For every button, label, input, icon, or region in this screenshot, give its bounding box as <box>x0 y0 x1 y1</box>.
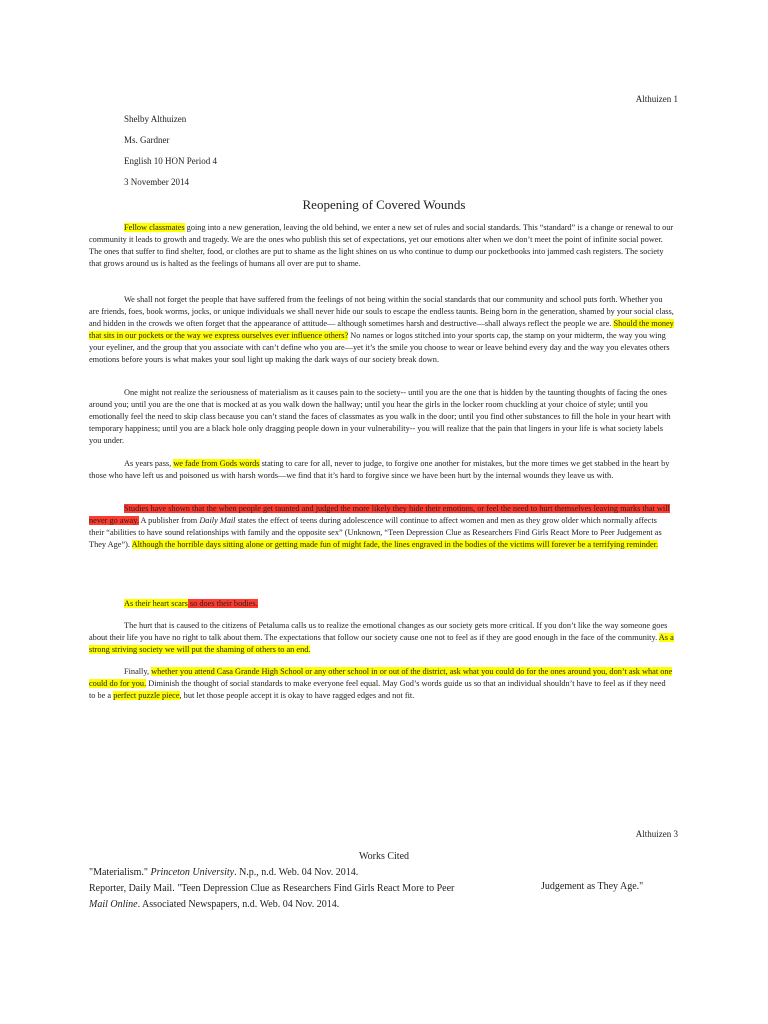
source-title: Daily Mail <box>199 516 236 526</box>
highlight: Fellow classmates <box>124 223 185 232</box>
paragraph-6 <box>89 598 674 610</box>
paragraph-4 <box>89 458 674 482</box>
paragraph-7 <box>89 620 674 656</box>
highlight: whether you attend Casa Grande High School or any other school in or out of the district, ask what you could do for the ones around you, don’t ask what one could do for you. <box>89 667 673 689</box>
text: A publisher from <box>138 516 200 526</box>
highlight-red: Studies have shown that the when people get taunted and judged the more likely they hide their emotions, or feel the need to hurt themselves leaving marks that will never go away. <box>89 504 670 526</box>
text: The hurt that is caused to the citizens of Petaluma calls us to realize the emotional changes as our society gets more critical. If you don’t like the way someone goes about their life you have no right to talk about them. The expectations that follow our society cause one not to feel as if they are good enough in the face of the community. <box>89 621 668 643</box>
highlight: perfect puzzle piece <box>113 691 180 701</box>
highlight: As a strong striving society we will put the shaming of others to an end. <box>89 633 674 655</box>
highlight: Although the horrible days sitting alone or getting made fun of might fade, the lines engraved in the bodies of the victims will forever be a terrifying reminder. <box>131 540 659 550</box>
text: Finally, <box>124 667 152 676</box>
class-name: English 10 HON Period 4 <box>124 156 217 166</box>
text: One might not realize the seriousness of materialism as it causes pain to the society-- until you are the one that is hidden by the taunting thoughts of facing the ones around you; until you are the one that is mocked at as you walk down the hallway; until you hear the girls in the locker room chuckling at your choice of style; until you emotionally feel the need to skip class because you can’t stand the faces of classmates as you walk in the door; until you find other substances to fill the hole in your heart with temporary happiness; until you are a black hole only dragging people down in your vulnerability-- you will realize that the pain that lingers in your life is what society labels you under. <box>89 388 671 446</box>
source-title: Mail Online <box>89 899 138 910</box>
citation-3 <box>89 897 689 913</box>
highlight: Should the money that sits in our pockets or the way we express ourselves ever influence others? <box>89 319 674 341</box>
essay-title: Reopening of Covered Wounds <box>302 197 466 212</box>
text: As years pass, <box>124 459 174 468</box>
author-name: Shelby Althuizen <box>124 114 187 124</box>
date: 3 November 2014 <box>124 177 189 187</box>
paragraph-3 <box>89 387 674 447</box>
highlight-red: so does their bodies. <box>187 599 258 608</box>
paragraph-5 <box>89 503 674 551</box>
text: . N.p., n.d. Web. 04 Nov. 2014. <box>234 867 359 878</box>
source-title: Princeton University <box>150 867 235 878</box>
text: We shall not forget the people that have suffered from the feelings of not being within the social standards that our community and school puts forth. Whether you are friends, foes, book worms, jocks, or unique individuals we shall never hide our souls to escape the endless taunts. Being born in the generation, shamed by your social class, and hidden in the crowds we often forget that the appearance of attitude— although sometimes harsh and destructive—shall always reflect the people we are. <box>89 295 674 329</box>
citation-2-continuation: Judgement as They Age." <box>541 881 644 892</box>
page-number: Althuizen 3 <box>635 829 678 839</box>
paragraph-2 <box>89 294 674 367</box>
text: going into a new generation, leaving the old behind, we enter a new set of rules and social standards. This “standard” is a change or renewal to our community it leads to growth and tragedy. We are the ones who publish this set of expectations, yet our emotions alter when we don’t meet the point of infinite social power. The ones that suffer to find shelter, food, or clothes are put to shame as the light shines on us who continue to dump our pocketbooks into jammed cash registers. The society that grows around us is halted as the feelings of humans all over are put to shame. <box>89 223 674 269</box>
teacher-name: Ms. Gardner <box>124 135 170 145</box>
text: "Materialism." <box>89 867 151 878</box>
highlight: we fade from Gods words <box>173 459 260 468</box>
text: , but let those people accept it is okay to have ragged edges and not fit. <box>179 691 415 701</box>
text: stating to care for all, never to judge, to forgive one another for mistakes, but the more times we get stabbed in the heart by those who have left us and poisoned us with harsh words—we find that it’s hard to forgive since we have been hurt by the internal wounds they leave us with. <box>89 459 670 481</box>
text: No names or logos stitched into your sports cap, the stamp on your midterm, the way you wing your eyeliner, and the group that you associate with can’t define who you are—yet it’s the smile you choose to wear or leave behind every day and the way you elevates others emotions before yours is what makes your soul light up making the dark ways of our society break down. <box>89 331 670 365</box>
text: Reporter, Daily Mail. "Teen Depression Clue as Researchers Find Girls React More to Peer <box>89 883 455 894</box>
page-number: Althuizen 1 <box>635 94 678 104</box>
text: Diminish the thought of social standards to make everyone feel equal. May God’s words guide us so that an individual shouldn’t have to feel as if they need to be a <box>89 679 666 701</box>
works-cited-title: Works Cited <box>358 851 410 862</box>
citation-1 <box>89 865 689 881</box>
highlight: As their heart scars <box>124 599 188 608</box>
text: states the effect of teens during adolescence will continue to affect women and men as they grow older which normally affects their “abilities to have sound relationships with family and the opposite sex” (Unknown, “Teen Depression Clue as Researchers Find Girls React More to Peer Judgement as They Age”). <box>89 516 662 550</box>
paragraph-8 <box>89 666 674 702</box>
paragraph-1 <box>89 222 674 270</box>
text: . Associated Newspapers, n.d. Web. 04 Nov. 2014. <box>137 899 340 910</box>
